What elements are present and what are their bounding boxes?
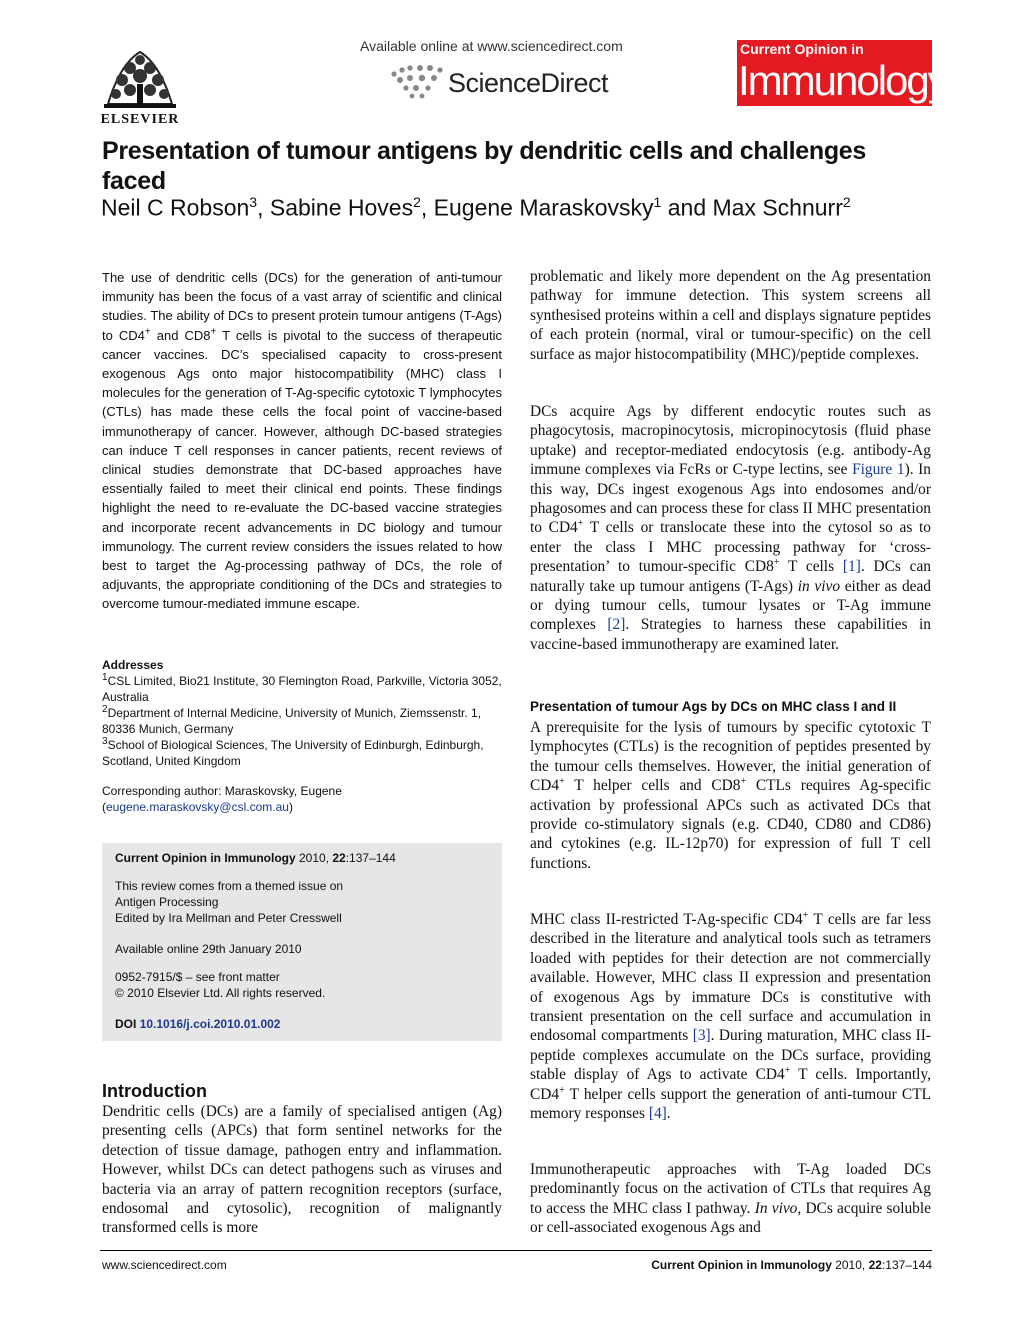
address-text: Department of Internal Medicine, University of Munich, Ziemssenstr. 1, 80336 Munich, Germany [102, 706, 482, 736]
sciencedirect-logo[interactable] [386, 60, 626, 100]
figure-link[interactable]: Figure 1 [852, 461, 905, 479]
text-run: CTLs requires Ag-specific activation by professional APCs such as activated DCs that provide co-stimulatory signals (e.g. CD40, CD80 and CD86) and cytokines (e.g. IL-12p70) for expression of full T cell functions. [530, 777, 931, 872]
text-run: T cells [779, 558, 843, 576]
doi-label: DOI [115, 1017, 137, 1031]
paragraph [530, 910, 931, 1123]
italic-text: In vivo [754, 1199, 798, 1217]
address-text: CSL Limited, Bio21 Institute, 30 Flemington Road, Parkville, Victoria 3052, Australia [102, 674, 502, 704]
issn-copyright [115, 969, 492, 1001]
author-list [101, 194, 851, 222]
introduction-text: Dendritic cells (DCs) are a family of specialised antigen (Ag) presenting cells (APCs) that form sentinel networks for the detection of tissue damage, pathogen entry and inflammation. However, whilst DCs can detect pathogens such as viruses and bacteria via an array of pattern recognition receptors (surface, endosomal and cytosolic), recognition of malignantly transformed cells is more [102, 1103, 502, 1237]
text-run: T cells or translocate these into the cytosol so as to enter the class I MHC processing pathway for ‘cross-presentation’ to tumour-specific CD8 [530, 519, 931, 576]
footer-volume: 22 [868, 1258, 882, 1272]
reference-link[interactable]: [2] [607, 616, 626, 634]
author-name: Eugene Maraskovsky [433, 194, 654, 221]
footer-journal: Current Opinion in Immunology [651, 1258, 832, 1272]
author-separator: and [661, 194, 713, 221]
themed-issue [115, 878, 492, 926]
italic-text: in vivo [797, 577, 841, 595]
address-number: 1 [102, 672, 108, 683]
superscript: + [577, 518, 584, 530]
paragraph-text [530, 718, 931, 873]
paragraph [530, 1160, 931, 1238]
reference-link[interactable]: [4] [648, 1105, 667, 1123]
abstract [102, 268, 502, 614]
superscript: + [559, 776, 565, 788]
address-text: School of Biological Sciences, The University of Edinburgh, Edinburgh, Scotland, United Kingdom [102, 738, 484, 768]
address-item [102, 737, 502, 769]
superscript: + [210, 326, 217, 338]
reference-link[interactable]: [3] [692, 1027, 711, 1045]
author-separator: , [257, 194, 270, 221]
author-affiliation[interactable]: 2 [842, 194, 851, 210]
superscript: + [559, 1084, 565, 1096]
text-run: . DCs can naturally take up tumour antigens (T-Ags) [530, 558, 932, 595]
text-run: . Strategies to harness these capabilities in vaccine-based immunotherapy are examined later. [530, 616, 931, 653]
elsevier-logo [100, 44, 180, 128]
author-affiliation[interactable]: 3 [249, 194, 258, 210]
reference-link[interactable]: [1] [842, 558, 861, 576]
paragraph [530, 267, 931, 364]
journal-logo [737, 40, 947, 106]
issn: 0952-7915/$ – see front matter [115, 970, 280, 984]
superscript: + [144, 326, 151, 338]
footer-year: 2010, [831, 1258, 869, 1272]
abstract-text: The use of dendritic cells (DCs) for the generation of anti-tumour immunity has been the focus of a vast array of scientific and clinical studies. The ability of DCs to present protein tumour antigens (T-Ags) to CD4 [102, 270, 502, 343]
text-run: ). In this way, DCs ingest exogenous Ags into endosomes and/or phagosomes and can process these for class II MHC presentation to CD4 [530, 461, 931, 537]
text-run: Immunotherapeutic approaches with T-Ag loaded DCs predominantly focus on the activation of CTLs that requires Ag to access the MHC class I pathway. [530, 1161, 931, 1217]
paragraph [530, 402, 931, 654]
footer-url[interactable]: www.sciencedirect.com [102, 1258, 227, 1272]
paragraph-text [530, 402, 931, 654]
editors: Edited by Ira Mellman and Peter Cresswell [115, 911, 342, 925]
abstract-text: T cells is pivotal to the success of therapeutic cancer vaccines. DC’s specialised capacity to cross-present exogenous Ags onto major histocompatibility (MHC) class I molecules for the generation of T-Ag-specific cytotoxic T lymphocytes (CTLs) has made these cells the focal point of vaccine-based immunotherapy of cancer. However, although DC-based strategies can induce T cell responses in cancer patients, recent reviews of clinical studies demonstrate that DC-based approaches have essentially failed to meet their clinical end points. These findings highlight the need to re-evaluate the DC-based vaccine strategies and incorporate recent advancements in DC biology and tumour immunology. The current review considers the issues related to how best to target the Ag-processing pathway of DCs, the role of adjuvants, the appropriate conditioning of the DCs and strategies to overcome tumour-mediated immune escape. [102, 327, 502, 612]
text-run: T cells are far less described in the literature and analytical tools such as tetramers loaded with peptides for their detection are not commercially available. However, MHC class II expression and presentation of exogenous Ags by immature DCs is constitutive with transient presentation on the cell surface and accumulation in endosomal compartments [530, 911, 931, 1045]
corresponding-label: Corresponding author: Maraskovsky, Eugene [102, 784, 342, 798]
text-run: T helper cells support the generation of anti-tumour CTL memory responses [530, 1085, 931, 1123]
citation-pages: :137–144 [345, 851, 396, 865]
elsevier-tree-icon [100, 44, 180, 110]
themed-line: This review comes from a themed issue on [115, 879, 344, 893]
abstract-text: and CD8 [150, 327, 211, 343]
info-box [102, 843, 502, 1041]
journal-logo-main: Immunology [738, 57, 947, 104]
address-number: 3 [102, 736, 108, 747]
introduction-heading: Introduction [102, 1081, 207, 1101]
doi-line [115, 1016, 492, 1032]
author-name: Max Schnurr [712, 194, 843, 221]
text-run: either as dead or dying tumour cells, tumour lysates or T-Ag immune complexes [530, 577, 932, 634]
journal-name: Current Opinion in Immunology [115, 851, 296, 865]
superscript: + [740, 776, 747, 788]
address-number: 2 [102, 704, 108, 715]
footer-divider [100, 1250, 932, 1251]
addresses [102, 657, 502, 769]
available-date: Available online 29th January 2010 [115, 942, 302, 956]
author-name: Sabine Hoves [269, 194, 414, 221]
addresses-heading: Addresses [102, 658, 164, 672]
doi-link[interactable]: 10.1016/j.coi.2010.01.002 [139, 1017, 281, 1031]
publisher-name: ELSEVIER [100, 112, 180, 127]
author-affiliation[interactable]: 2 [413, 194, 421, 210]
footer-citation [651, 1258, 932, 1272]
text-run: A prerequisite for the lysis of tumours by specific cytotoxic T lymphocytes (CTLs) is the recognition of peptides presented by the tumour cells themselves. However, the initial generation of CD4 [530, 719, 931, 795]
text-run: , DCs acquire soluble or cell-associated exogenous Ags and [530, 1199, 931, 1237]
text-run: . [666, 1105, 671, 1123]
corresponding-email-line: (eugene.maraskovsky@csl.com.au) [102, 800, 293, 814]
author-affiliation[interactable]: 1 [653, 194, 662, 210]
article-title: Presentation of tumour antigens by dendritic cells and challenges faced [102, 137, 866, 195]
paragraph-text [530, 1160, 931, 1238]
address-item [102, 673, 502, 705]
sciencedirect-wordmark: ScienceDirect [448, 68, 609, 98]
footer-pages: :137–144 [881, 1258, 932, 1272]
text-run: T helper cells and CD8 [564, 777, 741, 795]
themed-topic: Antigen Processing [115, 895, 219, 909]
corresponding-author [102, 783, 502, 815]
citation-volume: 22 [332, 851, 346, 865]
text-run: DCs acquire Ags by different endocytic routes such as phagocytosis, macropinocytosis, micropinocytosis (fluid phase uptake) and receptor-mediated endocytosis (e.g. antibody-Ag immune complexes via FcRs or C-type lectins, see [530, 403, 931, 479]
journal-logo-top: Current Opinion in [740, 41, 864, 57]
citation-year: 2010, [295, 851, 333, 865]
available-online-text[interactable]: Available online at www.sciencedirect.com [360, 38, 623, 54]
text-run: T cells. Importantly, CD4 [530, 1066, 931, 1103]
section-heading: Presentation of tumour Ags by DCs on MHC class I and II [530, 699, 897, 714]
paragraph-text [530, 910, 931, 1123]
paragraph-text: problematic and likely more dependent on the Ag presentation pathway for immune detection. This system screens all synthesised proteins within a cell and displays signature peptides of each protein (normal, viral or tumour-specific) on the cell surface as major histocompatibility (MHC)/peptide complexes. [530, 268, 931, 363]
address-item [102, 705, 502, 737]
sciencedirect-dots-icon [386, 60, 446, 100]
author-separator: , [420, 194, 434, 221]
superscript: + [773, 557, 780, 569]
superscript: + [802, 909, 809, 921]
author-name: Neil C Robson [101, 194, 250, 221]
email-link[interactable]: eugene.maraskovsky@csl.com.au [106, 800, 289, 814]
paragraph [530, 718, 931, 873]
superscript: + [784, 1065, 791, 1077]
copyright: © 2010 Elsevier Ltd. All rights reserved. [115, 986, 326, 1000]
text-run: MHC class II-restricted T-Ag-specific CD4 [530, 911, 803, 928]
citation-line [115, 850, 492, 866]
text-run: . During maturation, MHC class II-peptide complexes accumulate on the DCs surface, providing stable display of Ags to activate CD4 [530, 1027, 931, 1084]
